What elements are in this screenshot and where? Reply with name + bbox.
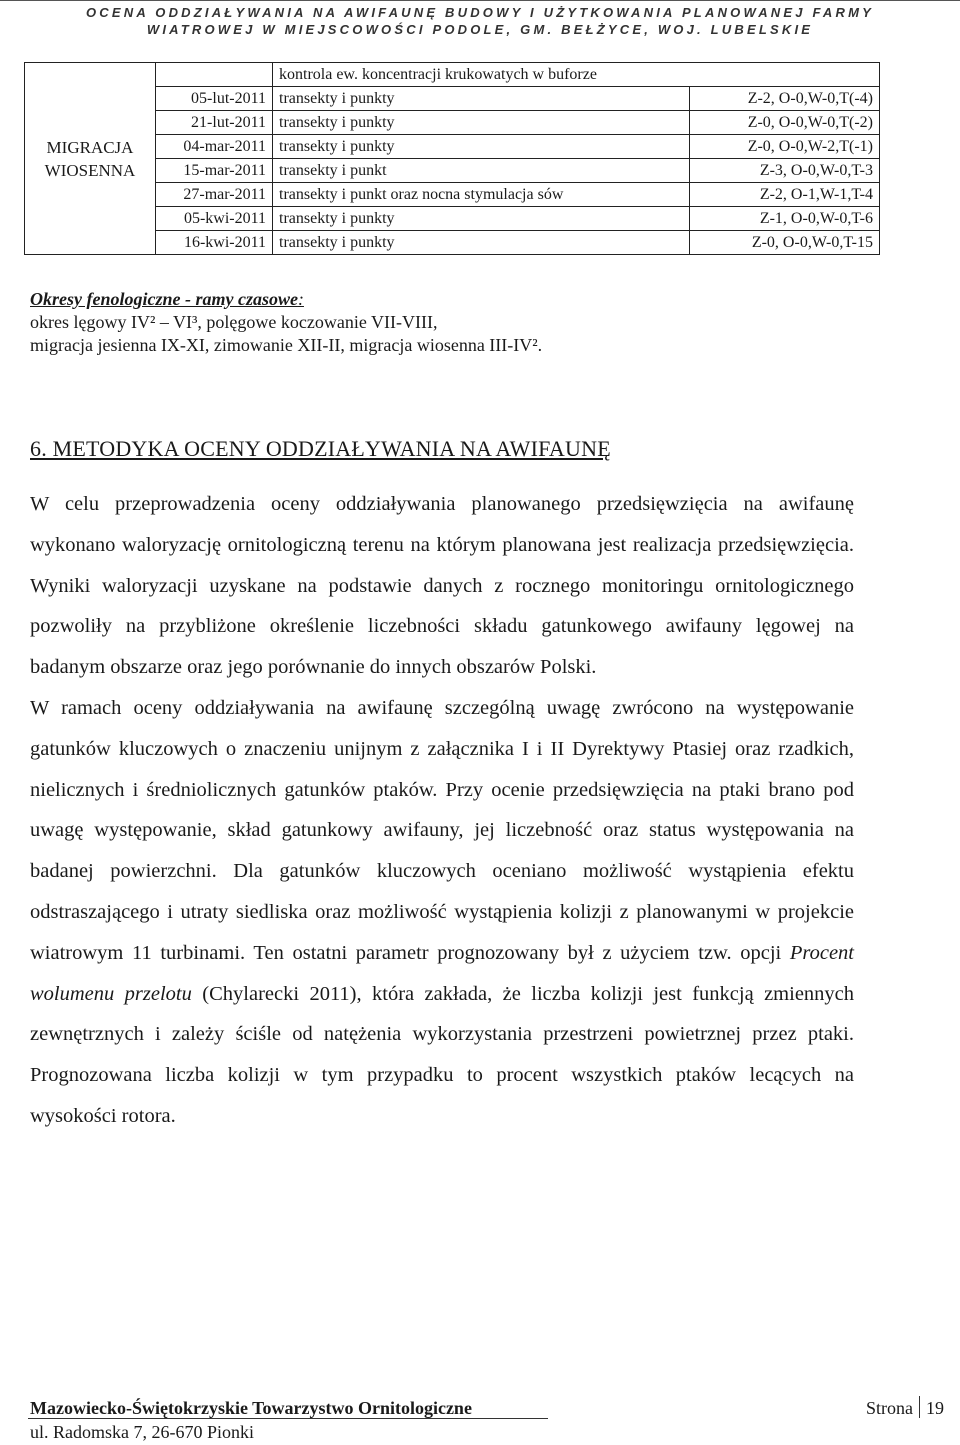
method-cell: transekty i punkty (273, 135, 690, 159)
table-row (25, 63, 880, 87)
result-cell: Z-0, O-0,W-2,T(-1) (690, 135, 880, 159)
paragraph-1: W celu przeprowadzenia oceny oddziaływania planowanego przedsięwzięcia na awifaunę wykonano waloryzację ornitologiczną terenu na którym planowana jest realizacja przedsięwzięcia. Wyniki waloryzacji uzyskane na podstawie danych z rocznego monitoringu ornitologicznego pozwoliły na przybliżone określenie liczebności składu gatunkowego awifauny lęgowej na badanym obszarze oraz jego porównanie do innych obszarów Polski. (30, 493, 854, 679)
paragraph-2-italic: Procent wolumenu przelotu (30, 941, 855, 1005)
page-number: 19 (926, 1398, 944, 1418)
phenology-line-2: migracja jesienna IX-XI, zimowanie XII-II, migracja wiosenna III-IV². (30, 335, 543, 355)
date-cell: 05-kwi-2011 (156, 207, 273, 231)
group-label-line-2: WIOSENNA (44, 160, 136, 180)
date-cell: 04-mar-2011 (156, 135, 273, 159)
group-label-cell (25, 63, 156, 255)
result-cell: Z-2, O-0,W-0,T(-4) (690, 87, 880, 111)
date-cell: 15-mar-2011 (156, 159, 273, 183)
paragraph-2-part-a: W ramach oceny oddziaływania na awifaunę szczególną uwagę zwrócono na występowanie gatunków kluczowych o znaczeniu unijnym z załącznika I i II Dyrektywy Ptasiej oraz rzadkich, nielicznych i średniolicznych gatunków ptaków. Przy ocenie przedsięwzięcia na ptaki brano pod uwagę występowanie, skład gatunkowy awifauny, jej liczebność oraz status występowania na badanej powierzchni. Dla gatunków kluczowych oceniano możliwość wystąpienia efektu odstraszającego i utraty siedliska oraz możliwość wystąpienia kolizji z planowanymi w projekcie wiatrowym 11 turbinami. Ten ostatni parametr prognozowany był z użyciem tzw. opcji (30, 696, 854, 964)
method-cell: transekty i punkty (273, 111, 690, 135)
date-cell: 21-lut-2011 (156, 111, 273, 135)
method-cell: transekty i punkt oraz nocna stymulacja sów (273, 183, 690, 207)
date-cell (156, 63, 273, 87)
group-label-line-1: MIGRACJA (46, 137, 134, 157)
phenology-block (30, 288, 930, 357)
method-cell: transekty i punkty (273, 231, 690, 255)
method-cell: kontrola ew. koncentracji krukowatych w buforze (273, 63, 880, 87)
section-heading: 6. METODYKA OCENY ODDZIAŁYWANIA NA AWIFAUNĘ (30, 436, 611, 461)
page-number-block (866, 1395, 944, 1421)
method-cell: transekty i punkt (273, 159, 690, 183)
result-cell: Z-1, O-0,W-0,T-6 (690, 207, 880, 231)
phenology-title (30, 288, 930, 311)
header-rule (0, 0, 960, 1)
method-cell: transekty i punkty (273, 207, 690, 231)
page-header (0, 0, 960, 42)
date-cell: 27-mar-2011 (156, 183, 273, 207)
paragraph-2-part-b: (Chylarecki 2011), która zakłada, że liczba kolizji jest funkcją zmiennych zewnętrznych i zależy ściśle od natężenia wykorzystania przestrzeni powietrznej przez ptaki. Prognozowana liczba kolizji w tym przypadku to procent wszystkich ptaków lecących na wysokości rotora. (30, 982, 855, 1127)
body-text (30, 484, 854, 1137)
page-separator (919, 1396, 920, 1418)
header-line-1: OCENA ODDZIAŁYWANIA NA AWIFAUNĘ BUDOWY I UŻYTKOWANIA PLANOWANEJ FARMY (86, 5, 874, 20)
result-cell: Z-3, O-0,W-0,T-3 (690, 159, 880, 183)
paragraph-2 (30, 688, 854, 1137)
result-cell: Z-0, O-0,W-0,T-15 (690, 231, 880, 255)
phenology-title-text: Okresy fenologiczne - ramy czasowe (30, 289, 298, 309)
observation-table (24, 62, 880, 255)
method-cell: transekty i punkty (273, 87, 690, 111)
date-cell: 05-lut-2011 (156, 87, 273, 111)
phenology-line-1: okres lęgowy IV² – VI³, polęgowe koczowanie VII-VIII, (30, 312, 438, 332)
result-cell: Z-2, O-1,W-1,T-4 (690, 183, 880, 207)
result-cell: Z-0, O-0,W-0,T(-2) (690, 111, 880, 135)
page-footer (30, 1395, 944, 1442)
page-label: Strona (866, 1398, 913, 1418)
phenology-title-colon: : (297, 289, 304, 309)
date-cell: 16-kwi-2011 (156, 231, 273, 255)
header-line-2: WIATROWEJ W MIEJSCOWOŚCI PODOLE, GM. BEŁŻYCE, WOJ. LUBELSKIE (146, 22, 814, 37)
footer-organization: Mazowiecko-Świętokrzyskie Towarzystwo Ornitologiczne (30, 1398, 472, 1418)
footer-address: ul. Radomska 7, 26-670 Pionki (30, 1422, 254, 1442)
